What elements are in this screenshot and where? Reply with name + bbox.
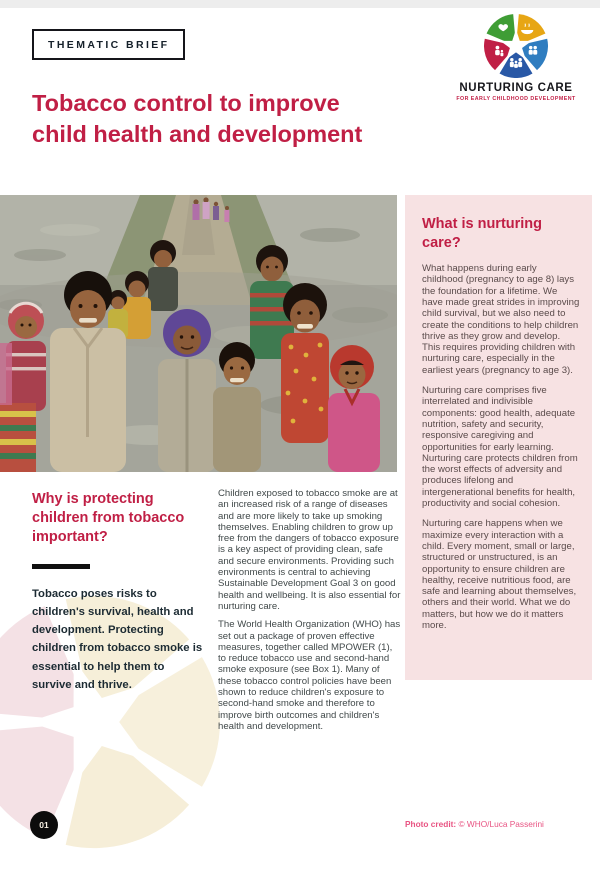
logo-wordmark: NURTURING CARE bbox=[459, 82, 573, 94]
photo-credit-label: Photo credit: bbox=[405, 819, 457, 829]
why-protecting-section bbox=[32, 490, 207, 694]
boy-olive-front bbox=[213, 342, 261, 472]
child-back-dark bbox=[148, 240, 178, 311]
child-striped-corner bbox=[0, 403, 36, 472]
child-purple-hood bbox=[158, 309, 216, 472]
divider-rule bbox=[32, 564, 90, 569]
panel-paragraph: Nurturing care comprises five interrelated and indivisible components: good health, adequate nutrition, safety and security, responsive caregiving and opportunities for early learning. Nurturing care protects children from the worst effects of adversity and produces lifelong and intergenerational benefits for health, productivity and social cohesion. bbox=[422, 385, 578, 510]
children-group-photo bbox=[0, 195, 397, 472]
hero-photo-children bbox=[0, 195, 397, 472]
body-paragraph: The World Health Organization (WHO) has set out a package of proven effective measures, together called MPOWER (1), to reduce tobacco use and second-hand smoke exposure (see Box 1). Many of these tobacco control policies have been shown to reduce children's exposure to second-hand smoke and therefore to improve birth outcomes and children's health and development. bbox=[218, 619, 401, 732]
photo-credit-value: © WHO/Luca Passerini bbox=[456, 819, 544, 829]
nurturing-care-logo bbox=[452, 14, 580, 102]
panel-paragraph: Nurturing care happens when we maximize every interaction with a child. Every moment, small or large, structured or unstructured, is an opportunity to ensure children are healthy, receive nutritious food, are safe and learning about themselves, others and their world. What we do matters, but how we do it matters more. bbox=[422, 518, 577, 631]
nurturing-care-flower-icon bbox=[484, 14, 548, 78]
logo-tagline: FOR EARLY CHILDHOOD DEVELOPMENT bbox=[456, 96, 576, 102]
girl-red-bonnet-pink bbox=[328, 345, 380, 472]
page-title: Tobacco control to improve child health and development bbox=[32, 90, 363, 148]
photo-credit bbox=[405, 819, 544, 829]
page-number-badge: 01 bbox=[30, 811, 58, 839]
nurturing-care-panel bbox=[405, 195, 592, 680]
body-paragraph: Children exposed to tobacco smoke are at an increased risk of a range of diseases and are more likely to take up smoking themselves. Enabling children to grow up free from the dangers of tobacco exposure is a key aspect of providing clean, safe and secure environments. Providing such environments is central to achieving Sustainable Development Goal 3 on good health and wellbeing. It is also essential for nurturing care. bbox=[218, 488, 401, 612]
body-text-column bbox=[218, 488, 401, 739]
girl-red-floral bbox=[281, 283, 329, 443]
lead-statement: Tobacco poses risks to children's survival, health and development. Protecting children from tobacco smoke is essential to help them to survive and thrive. bbox=[32, 587, 203, 692]
page-top-edge bbox=[0, 0, 600, 8]
panel-paragraph: What happens during early childhood (pregnancy to age 8) lays the foundation for a lifetime. We have made great strides in improving child survival, but we also need to create the conditions to help children thrive as they grow and develop. This requires providing children with nurturing care, especially in the earliest years (pregnancy to age 3). bbox=[422, 263, 580, 376]
panel-heading: What is nurturing care? bbox=[422, 216, 543, 251]
section-heading: Why is protecting children from tobacco important? bbox=[32, 491, 185, 545]
thematic-brief-badge: THEMATIC BRIEF bbox=[32, 29, 185, 60]
